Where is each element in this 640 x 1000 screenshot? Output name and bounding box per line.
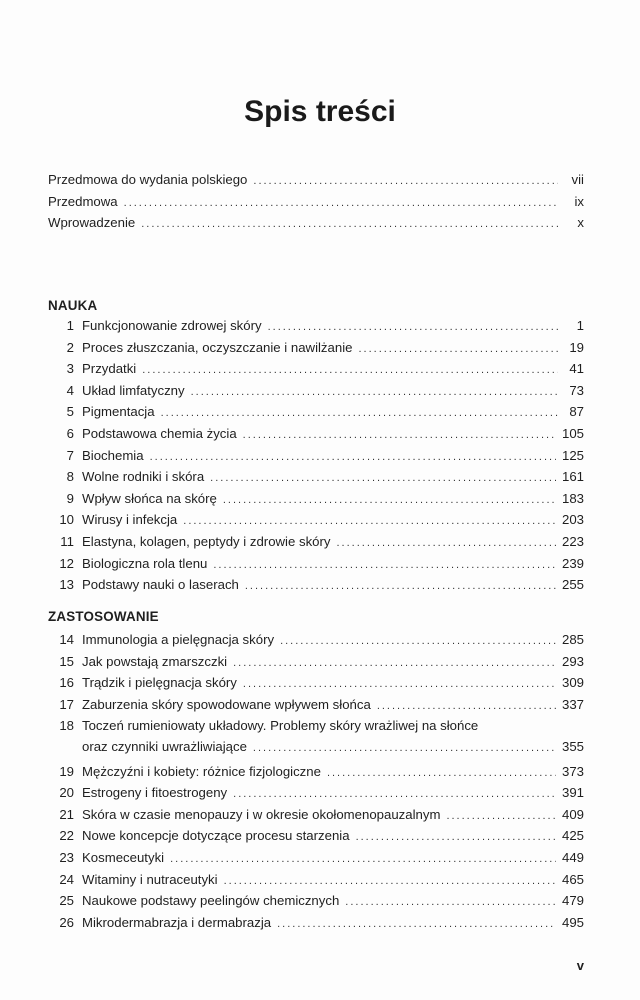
toc-entry (48, 532, 584, 554)
entry-page: ix (574, 193, 584, 209)
dot-leader (253, 739, 556, 758)
toc-entry (48, 762, 584, 784)
chapter-number: 5 (66, 404, 74, 420)
chapter-number: 8 (66, 469, 74, 485)
entry-page: 285 (561, 632, 584, 647)
toc-entry (48, 554, 584, 576)
section-list-nauka (48, 316, 584, 597)
chapter-number: 15 (59, 653, 74, 669)
page-title: Spis treści (244, 95, 396, 128)
entry-page: 161 (561, 469, 584, 485)
entry-page: 409 (561, 806, 584, 822)
dot-leader (210, 469, 556, 488)
toc-entry (48, 338, 584, 360)
chapter-number: 22 (59, 828, 74, 844)
entry-page: 449 (561, 849, 584, 865)
toc-entry (48, 316, 584, 338)
front-matter-list (48, 170, 584, 235)
toc-entry (48, 848, 584, 870)
chapter-number: 18 (59, 718, 74, 734)
dot-leader (142, 361, 558, 380)
toc-entry (48, 695, 584, 717)
toc-entry (48, 870, 584, 892)
dot-leader (191, 383, 558, 402)
entry-label: Estrogeny i fitoestrogeny (82, 785, 228, 801)
entry-page: 373 (561, 763, 584, 779)
entry-label: Mężczyźni i kobiety: różnice fizjologiczne (82, 763, 321, 779)
entry-label: Wpływ słońca na skórę (82, 490, 217, 506)
dot-leader (233, 654, 556, 673)
chapter-number: 4 (66, 382, 74, 398)
toc-entry (48, 424, 584, 446)
entry-page: 73 (569, 382, 584, 398)
entry-page: 223 (561, 533, 584, 549)
chapter-number: 14 (59, 632, 74, 647)
dot-leader (345, 893, 556, 912)
dot-leader (141, 215, 558, 234)
dot-leader (161, 404, 558, 423)
dot-leader (280, 632, 556, 651)
dot-leader (124, 194, 558, 213)
page-number: v (576, 958, 584, 973)
toc-entry-continuation (48, 737, 584, 761)
entry-label: Naukowe podstawy peelingów chemicznych (82, 893, 340, 909)
dot-leader (377, 697, 556, 716)
entry-label: Zaburzenia skóry spowodowane wpływem słońca (82, 696, 371, 712)
entry-page: 309 (561, 675, 584, 691)
entry-page: 425 (561, 828, 584, 844)
entry-label: Kosmeceutyki (82, 849, 165, 865)
entry-page: vii (571, 172, 584, 187)
chapter-number: 23 (59, 849, 74, 865)
entry-page: 203 (561, 512, 584, 528)
entry-page: 87 (569, 404, 584, 420)
dot-leader (150, 448, 556, 467)
entry-page: 41 (569, 361, 584, 377)
dot-leader (356, 828, 556, 847)
entry-page: 19 (569, 339, 584, 355)
entry-label: Przedmowa do wydania polskiego (48, 172, 248, 187)
dot-leader (213, 556, 556, 575)
toc-entry (48, 467, 584, 489)
entry-page: 1 (576, 318, 584, 333)
section-heading-nauka: NAUKA (48, 298, 98, 313)
entry-page: 255 (561, 577, 584, 593)
dot-leader (327, 764, 556, 783)
toc-entry (48, 213, 584, 235)
toc-entry (48, 716, 584, 737)
chapter-number: 16 (59, 675, 74, 691)
toc-entry (48, 913, 584, 935)
entry-label: Proces złuszczania, oczyszczanie i nawilżanie (82, 339, 353, 355)
entry-page: 465 (561, 871, 584, 887)
entry-label: Biochemia (82, 447, 144, 463)
chapter-number: 9 (66, 490, 74, 506)
chapter-number: 21 (59, 806, 74, 822)
dot-leader (268, 318, 558, 337)
entry-label: Pigmentacja (82, 404, 155, 420)
entry-label: Podstawy nauki o laserach (82, 577, 239, 593)
chapter-number: 12 (59, 555, 74, 571)
entry-page: 479 (561, 893, 584, 909)
toc-entry (48, 575, 584, 597)
entry-label: Przedmowa (48, 193, 118, 209)
toc-entry (48, 402, 584, 424)
toc-entry (48, 783, 584, 805)
chapter-number: 11 (60, 533, 74, 549)
entry-label: Wolne rodniki i skóra (82, 469, 205, 485)
toc-entry (48, 381, 584, 403)
entry-label: Elastyna, kolagen, peptydy i zdrowie skóry (82, 533, 331, 549)
entry-page: 495 (561, 914, 584, 930)
entry-label: Nowe koncepcje dotyczące procesu starzenia (82, 828, 350, 844)
toc-entry (48, 891, 584, 913)
dot-leader (224, 872, 556, 891)
dot-leader (243, 675, 556, 694)
dot-leader (337, 534, 556, 553)
chapter-number: 1 (66, 318, 74, 333)
toc-entry (48, 446, 584, 468)
section-list-zastosowanie (48, 630, 584, 934)
dot-leader (358, 340, 558, 359)
entry-page: x (577, 215, 584, 231)
entry-page: 105 (561, 425, 584, 441)
entry-page: 355 (561, 739, 584, 755)
dot-leader (253, 172, 558, 191)
chapter-number: 3 (66, 361, 74, 377)
entry-page: 183 (561, 490, 584, 506)
dot-leader (243, 426, 556, 445)
entry-label: Witaminy i nutraceutyki (82, 871, 218, 887)
toc-entry (48, 359, 584, 381)
entry-label: Funkcjonowanie zdrowej skóry (82, 318, 262, 333)
dot-leader (183, 512, 556, 531)
chapter-number: 19 (59, 763, 74, 779)
chapter-number: 17 (59, 696, 74, 712)
entry-label: Układ limfatyczny (82, 382, 185, 398)
chapter-number: 25 (59, 893, 74, 909)
entry-page: 125 (561, 447, 584, 463)
chapter-number: 10 (59, 512, 74, 528)
entry-page: 391 (561, 785, 584, 801)
entry-page: 239 (561, 555, 584, 571)
entry-label: Immunologia a pielęgnacja skóry (82, 632, 275, 647)
toc-entry (48, 673, 584, 695)
toc-entry (48, 510, 584, 532)
dot-leader (245, 577, 556, 596)
entry-label: Wirusy i infekcja (82, 512, 178, 528)
entry-label: Biologiczna rola tlenu (82, 555, 208, 571)
entry-label: Przydatki (82, 361, 137, 377)
dot-leader (170, 850, 556, 869)
chapter-number: 7 (66, 447, 74, 463)
entry-page: 337 (561, 696, 584, 712)
entry-label: Trądzik i pielęgnacja skóry (82, 675, 237, 691)
toc-entry (48, 805, 584, 827)
entry-label: Podstawowa chemia życia (82, 425, 237, 441)
entry-label: Mikrodermabrazja i dermabrazja (82, 914, 272, 930)
dot-leader (233, 785, 556, 804)
entry-label: Toczeń rumieniowaty układowy. Problemy skóry wrażliwej na słońce (82, 718, 479, 734)
toc-entry (48, 170, 584, 192)
dot-leader (446, 807, 556, 826)
entry-label: Skóra w czasie menopauzy i w okresie okołomenopauzalnym (82, 806, 441, 822)
chapter-number: 2 (66, 339, 74, 355)
entry-label: Jak powstają zmarszczki (82, 653, 228, 669)
section-heading-zastosowanie: ZASTOSOWANIE (48, 609, 159, 624)
toc-entry (48, 826, 584, 848)
dot-leader (277, 915, 556, 934)
chapter-number: 26 (59, 914, 74, 930)
chapter-number: 6 (66, 425, 74, 441)
toc-entry (48, 192, 584, 214)
chapter-number: 13 (59, 577, 74, 593)
chapter-number: 24 (59, 871, 74, 887)
toc-entry (48, 489, 584, 511)
chapter-number: 20 (59, 785, 74, 801)
toc-entry (48, 652, 584, 674)
entry-label-continued: oraz czynniki uwrażliwiające (82, 739, 247, 755)
toc-entry (48, 630, 584, 652)
dot-leader (223, 491, 556, 510)
entry-page: 293 (561, 653, 584, 669)
entry-label: Wprowadzenie (48, 215, 136, 231)
